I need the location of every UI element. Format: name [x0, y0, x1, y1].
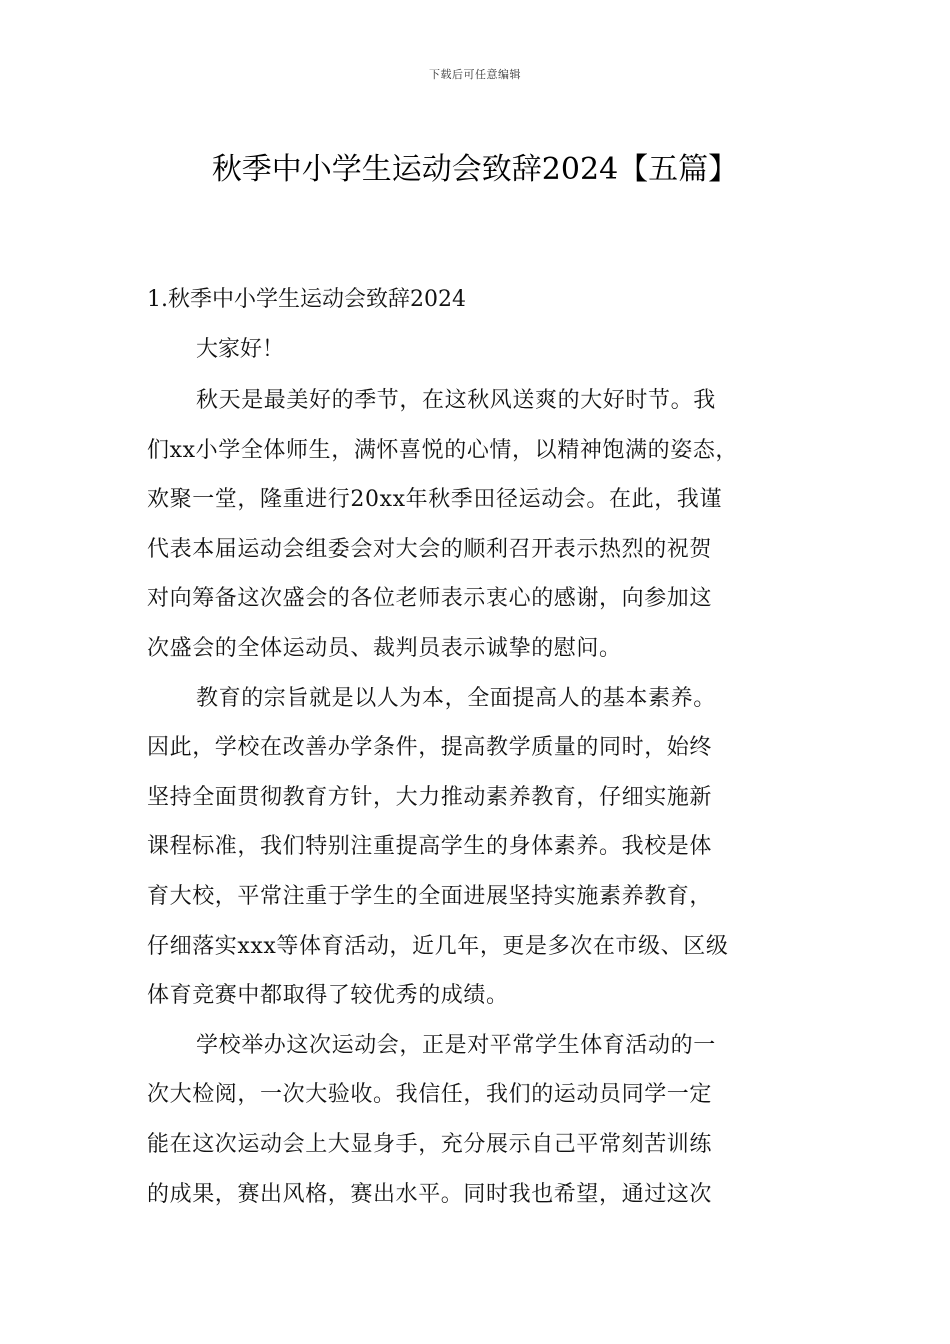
- text-line: 欢聚一堂，隆重进行20xx年秋季田径运动会。在此，我谨: [147, 487, 723, 513]
- text-line: 体育竞赛中都取得了较优秀的成绩。: [147, 983, 509, 1009]
- text-line: 育大校，平常注重于学生的全面进展坚持实施素养教育，: [147, 883, 713, 909]
- text-line: 的成果，赛出风格，赛出水平。同时我也希望，通过这次: [147, 1181, 713, 1207]
- section-heading: 1.秋季中小学生运动会致辞2024: [147, 287, 466, 312]
- text-line: 代表本届运动会组委会对大会的顺利召开表示热烈的祝贺: [147, 536, 713, 562]
- text-line: 次盛会的全体运动员、裁判员表示诚挚的慰问。: [147, 635, 622, 661]
- text-line: 教育的宗旨就是以人为本，全面提高人的基本素养。: [196, 685, 716, 711]
- text-line: 坚持全面贯彻教育方针，大力推动素养教育，仔细实施新: [147, 784, 713, 810]
- text-line: 次大检阅，一次大验收。我信任，我们的运动员同学一定: [147, 1082, 713, 1108]
- text-line: 因此，学校在改善办学条件，提高教学质量的同时，始终: [147, 735, 713, 761]
- document-title: 秋季中小学生运动会致辞2024【五篇】: [211, 152, 739, 188]
- body-text: [147, 384, 837, 1227]
- text-line: 课程标准，我们特别注重提高学生的身体素养。我校是体: [147, 834, 713, 860]
- text-line: 秋天是最美好的季节，在这秋风送爽的大好时节。我: [196, 388, 716, 413]
- text-line: 仔细落实xxx等体育活动，近几年，更是多次在市级、区级: [147, 933, 729, 959]
- header-note: 下载后可任意编辑: [429, 68, 521, 81]
- greeting-line: 大家好！: [196, 337, 285, 362]
- text-line: 们xx小学全体师生，满怀喜悦的心情，以精神饱满的姿态，: [147, 437, 739, 463]
- text-line: 对向筹备这次盛会的各位老师表示衷心的感谢，向参加这: [147, 586, 713, 612]
- text-line: 能在这次运动会上大显身手，充分展示自己平常刻苦训练: [147, 1131, 713, 1157]
- text-line: 学校举办这次运动会，正是对平常学生体育活动的一: [196, 1032, 716, 1058]
